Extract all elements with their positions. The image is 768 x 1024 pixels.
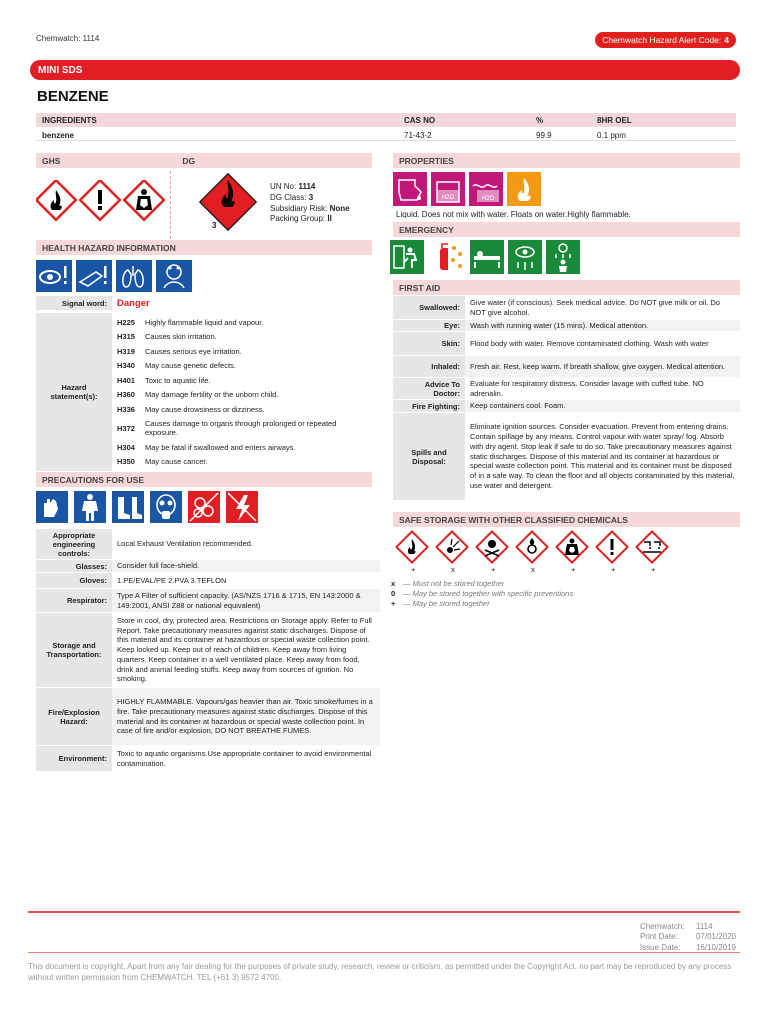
storage-mark: + xyxy=(491,565,496,574)
issue-date-value: 16/10/2019 xyxy=(695,942,736,952)
hazard-statements xyxy=(112,313,372,471)
col-oel: 8HR OEL xyxy=(597,116,632,125)
flame-icon xyxy=(36,180,76,220)
respirator-mask-icon xyxy=(150,491,182,523)
emergency-header: EMERGENCY xyxy=(393,222,740,237)
health-hazard-ghs-icon xyxy=(556,531,587,562)
precautions-table xyxy=(36,529,380,772)
risk-label: Subsidiary Risk: xyxy=(270,203,328,213)
immiscible-icon xyxy=(431,172,465,206)
table-row: Fire/Explosion Hazard: HIGHLY FLAMMABLE. Vapours/gas heavier than air. Toxic smoke/fumes in a fire. Take precautionary measures against static discharges. Dispose of this material and its container at hazardous or special waste collection point. In case of fire and/or explosion, DO NOT BREATHE FUMES. xyxy=(36,688,380,746)
un-value: 1114 xyxy=(298,182,316,191)
packing-value: II xyxy=(327,214,332,224)
flammable-icon xyxy=(507,172,541,206)
health-icons xyxy=(36,260,192,296)
svg-text:H2O: H2O xyxy=(441,195,455,201)
table-row: Swallowed: Give water (if conscious). Seek medical advice. Do NOT give milk or oil. Do NOT give alcohol. xyxy=(393,296,740,320)
storage-icons xyxy=(393,530,673,568)
storage-mark: + xyxy=(411,565,416,574)
legend-item: x — Must not be stored together xyxy=(391,579,505,588)
dots-icon xyxy=(448,240,466,274)
dg-label: DG xyxy=(182,155,196,166)
footer-meta xyxy=(640,922,736,953)
storage-mark: x xyxy=(531,565,535,574)
list-item: H304 May be fatal if swallowed and enters airways. xyxy=(117,442,296,452)
eyewash-icon xyxy=(508,240,542,274)
list-item: H340 May cause genetic defects. xyxy=(117,361,236,371)
footer-divider-2 xyxy=(28,952,740,953)
list-item: H225 Highly flammable liquid and vapour. xyxy=(117,317,264,327)
ghs-dg-header xyxy=(36,153,372,168)
mini-sds-banner: MINI SDS xyxy=(30,60,740,80)
ingredient-percent: 99.9 xyxy=(536,131,552,140)
alert-label: Chemwatch Hazard Alert Code: xyxy=(602,35,722,45)
storage-mark: + xyxy=(571,565,576,574)
skin-warning-icon xyxy=(76,260,112,292)
table-row: Respirator: Type A Filter of sufficient capacity. (AS/NZS 1716 & 1715, EN 143:2000 & 149:2001, ANSI Z88 or national equivalent) xyxy=(36,589,380,613)
list-item: H372 Causes damage to organs through prolonged or repeated exposure. xyxy=(117,419,337,438)
no-static-icon xyxy=(226,491,258,523)
table-row xyxy=(36,128,736,141)
ghs-pictograms xyxy=(36,180,166,226)
exit-icon xyxy=(390,240,424,274)
explosive-ghs-icon xyxy=(436,531,467,562)
table-row: Glasses: Consider full face-shield. xyxy=(36,560,380,573)
ingredient-cas: 71-43-2 xyxy=(404,131,432,140)
svg-text:H2O: H2O xyxy=(481,196,495,202)
hazard-label: Hazard statement(s): xyxy=(36,313,112,471)
table-row: Skin: Flood body with water. Remove contaminated clothing. Wash with water xyxy=(393,332,740,356)
exclamation-ghs-icon xyxy=(596,531,627,562)
storage-header: SAFE STORAGE WITH OTHER CLASSIFIED CHEMICALS xyxy=(393,512,740,527)
health-hazard-icon xyxy=(124,180,164,220)
dg-class-3-placard xyxy=(196,170,260,236)
liquid-icon xyxy=(393,172,427,206)
ingredients-header xyxy=(36,113,736,127)
packing-label: Packing Group: xyxy=(270,214,326,224)
ingredient-oel: 0.1 ppm xyxy=(597,131,626,140)
page-title: BENZENE xyxy=(37,88,109,105)
risk-value: None xyxy=(329,203,350,213)
col-cas: CAS NO xyxy=(404,116,436,125)
properties-header: PROPERTIES xyxy=(393,153,740,168)
print-date-value: 07/01/2020 xyxy=(695,932,736,942)
safety-shower-icon xyxy=(546,240,580,274)
oxidizer-ghs-icon xyxy=(516,531,547,562)
precautions-header: PRECAUTIONS FOR USE xyxy=(36,472,372,487)
storage-legend xyxy=(391,579,573,609)
ingredient-name: benzene xyxy=(42,131,75,140)
col-percent: % xyxy=(536,116,544,125)
table-row: Advice To Doctor: Evaluate for respiratory distress. Consider lavage with cuffed tube. NO adrenalin. xyxy=(393,378,740,400)
health-table xyxy=(36,296,372,472)
un-label: UN No: xyxy=(270,182,297,191)
class-value: 3 xyxy=(308,192,314,202)
signal-row xyxy=(36,296,372,313)
property-icons xyxy=(393,172,553,210)
floats-icon xyxy=(469,172,503,206)
class-label: DG Class: xyxy=(270,192,307,202)
table-row: Fire Fighting: Keep containers cool. Foam. xyxy=(393,400,740,413)
exclamation-icon xyxy=(80,180,120,220)
list-item: H319 Causes serious eye irritation. xyxy=(117,346,242,356)
health-hazard-header: HEALTH HAZARD INFORMATION xyxy=(36,240,372,255)
footer-chemwatch-label: Chemwatch: xyxy=(639,922,685,931)
toxic-ghs-icon xyxy=(476,531,507,562)
footer-divider xyxy=(28,911,740,913)
signal-label: Signal word: xyxy=(36,296,112,310)
table-row: Appropriate engineering controls: Local Exhaust Ventilation recommended. xyxy=(36,529,380,560)
protective-suit-icon xyxy=(74,491,106,523)
storage-mark: + xyxy=(651,565,656,574)
boots-icon xyxy=(112,491,144,523)
emergency-icons xyxy=(390,240,586,278)
table-row: Environment: Toxic to aquatic organisms.Use appropriate container to avoid environmental contamination. xyxy=(36,746,380,772)
first-aid-table xyxy=(393,296,740,501)
corrosive-ghs-icon xyxy=(636,531,667,562)
table-row: Inhaled: Fresh air. Rest, keep warm. If breath shallow, give oxygen. Medical attention. xyxy=(393,356,740,378)
table-row: Eye: Wash with running water (15 mins). Medical attention. xyxy=(393,320,740,332)
table-row: Storage and Transportation: Store in cool, dry, protected area. Restrictions on Storage apply. Refer to Full Report. Take precautionary measures against static discharges. Dispose of this material and its container at hazardous or special waste collection point. Keep locked up. Keep out of reach of children. Keep away from living quarters. Keep container in a well ventilated place. Keep away from food, drink and animal feeding stuffs. Keep away from sources of ignition. No smoking. xyxy=(36,613,380,688)
gloves-icon xyxy=(36,491,68,523)
ppe-icons xyxy=(36,491,272,527)
list-item: H336 May cause drowsiness or dizziness. xyxy=(117,404,265,414)
list-item: H315 Causes skin irritation. xyxy=(117,332,217,342)
storage-mark: + xyxy=(611,565,616,574)
list-item: H360 May damage fertility or the unborn child. xyxy=(117,390,279,400)
table-row: Gloves: 1.PE/EVAL/PE 2.PVA 3.TEFLON xyxy=(36,573,380,589)
chemwatch-id: Chemwatch: 1114 xyxy=(36,34,100,43)
eye-warning-icon xyxy=(36,260,72,292)
hazard-row xyxy=(36,313,372,472)
ghs-label: GHS xyxy=(42,155,61,166)
first-aid-header: FIRST AID xyxy=(393,280,740,295)
issue-date-label: Issue Date: xyxy=(639,942,681,952)
flammable-ghs-icon xyxy=(396,531,427,562)
list-item: H401 Toxic to aquatic life. xyxy=(117,375,211,385)
dg-class-number: 3 xyxy=(212,221,217,230)
copyright-notice: This document is copyright. Apart from any fair dealing for the purposes of private study, research, review or criticism, as permitted under the Copyright Act, no part may be reproduced by any process without written permission from CHEMWATCH. TEL (+61 3) 9572 4700. xyxy=(28,962,732,982)
footer-chemwatch-value: 1114 xyxy=(695,922,713,931)
inhalation-icon xyxy=(156,260,192,292)
stretcher-icon xyxy=(470,240,504,274)
lungs-icon xyxy=(116,260,152,292)
table-row: Spills and Disposal: Eliminate ignition sources. Consider evacuation. Prevent from entering drains. Contain spillage by any means. Control vapour with water spray/ fog. Absorb with dry agent. Stop leak if safe to do so. Take precautionary measures against static discharges. Dispose of this material and its container at hazardous or special waste collection point. This material and its container must be disposed of in a safe way. To clean the floor and all objects contaminated by this material, use water and detergent. xyxy=(393,413,740,501)
list-item: H350 May cause cancer. xyxy=(117,457,208,467)
legend-item: 0 — May be stored together with specific preventions xyxy=(391,589,574,599)
legend-item: + — May be stored together xyxy=(391,599,490,609)
properties-text: Liquid. Does not mix with water. Floats on water.Highly flammable. xyxy=(396,210,631,219)
signal-value: Danger xyxy=(117,298,150,309)
dg-flame-icon xyxy=(200,174,257,231)
storage-mark: x xyxy=(451,565,455,574)
print-date-label: Print Date: xyxy=(639,932,678,942)
no-sparks-icon xyxy=(188,491,220,523)
dg-info xyxy=(270,182,350,225)
alert-code: 4 xyxy=(724,35,729,45)
hazard-alert-badge xyxy=(595,32,736,48)
col-ingredients: INGREDIENTS xyxy=(42,116,97,125)
